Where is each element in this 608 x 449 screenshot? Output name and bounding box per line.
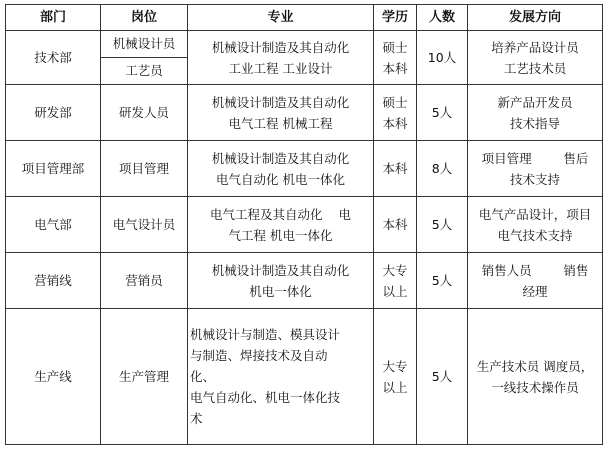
major-line: 电气工程 机械工程 xyxy=(228,115,333,131)
direction-line: 技术指导 xyxy=(509,115,560,131)
education-cell xyxy=(374,253,417,309)
dept-cell: 技术部 xyxy=(6,31,101,85)
education-line: 硕士 xyxy=(382,94,408,110)
education-cell xyxy=(374,85,417,141)
dept-cell: 生产线 xyxy=(6,309,101,445)
education-line: 本科 xyxy=(382,60,408,76)
direction-line: 销售人员 销售 xyxy=(481,262,589,278)
dept-cell: 电气部 xyxy=(6,197,101,253)
count-cell: 5人 xyxy=(417,197,468,253)
dept-cell: 营销线 xyxy=(6,253,101,309)
header-major: 专业 xyxy=(188,5,374,31)
table-row xyxy=(6,197,603,253)
count-cell: 8人 xyxy=(417,141,468,197)
education-line: 大专 xyxy=(382,358,408,374)
header-count: 人数 xyxy=(417,5,468,31)
direction-cell xyxy=(468,85,603,141)
position-cell: 电气设计员 xyxy=(101,197,188,253)
direction-line: 工艺技术员 xyxy=(503,60,567,76)
major-cell xyxy=(188,85,374,141)
direction-line: 技术支持 xyxy=(509,171,560,187)
direction-line: 生产技术员 调度员， xyxy=(476,358,594,374)
major-line: 机械设计与制造、模具设计 xyxy=(190,327,341,342)
education-cell xyxy=(374,309,417,445)
major-line: 机械设计制造及其自动化 xyxy=(211,39,350,55)
major-line: 电气自动化 机电一体化 xyxy=(216,171,345,187)
count-cell: 10人 xyxy=(417,31,468,85)
major-line: 机械设计制造及其自动化 xyxy=(211,94,350,110)
major-cell xyxy=(188,141,374,197)
education-cell xyxy=(374,31,417,85)
header-direction: 发展方向 xyxy=(468,5,603,31)
major-line: 机械设计制造及其自动化 xyxy=(211,150,350,166)
position-name: 机械设计员 xyxy=(101,31,187,58)
count-cell: 5人 xyxy=(417,85,468,141)
major-cell xyxy=(188,197,374,253)
header-row xyxy=(6,5,603,31)
education-line: 以上 xyxy=(382,379,408,395)
table-row xyxy=(6,309,603,445)
direction-line: 经理 xyxy=(522,283,548,299)
major-line: 与制造、焊接技术及自动 xyxy=(190,348,328,363)
direction-cell xyxy=(468,253,603,309)
education-line: 大专 xyxy=(382,262,408,278)
education-line: 以上 xyxy=(382,283,408,299)
education-line: 本科 xyxy=(382,115,408,131)
count-cell: 5人 xyxy=(417,309,468,445)
major-cell xyxy=(188,309,374,445)
position-name: 工艺员 xyxy=(125,63,163,78)
dept-cell: 项目管理部 xyxy=(6,141,101,197)
major-line: 机械设计制造及其自动化 xyxy=(211,262,350,278)
education-line: 硕士 xyxy=(382,39,408,55)
major-cell xyxy=(188,31,374,85)
position-cell: 生产管理 xyxy=(101,309,188,445)
education-cell: 本科 xyxy=(374,197,417,253)
direction-cell xyxy=(468,141,603,197)
major-cell xyxy=(188,253,374,309)
table-row xyxy=(6,253,603,309)
direction-line: 一线技术操作员 xyxy=(491,379,579,395)
position-cell xyxy=(101,31,188,85)
header-education: 学历 xyxy=(374,5,417,31)
direction-cell xyxy=(468,197,603,253)
major-line: 电气工程及其自动化 电 xyxy=(210,206,351,222)
direction-line: 新产品开发员 xyxy=(497,94,573,110)
dept-cell: 研发部 xyxy=(6,85,101,141)
direction-line: 电气技术支持 xyxy=(497,227,573,243)
position-cell: 项目管理 xyxy=(101,141,188,197)
direction-line: 项目管理 售后 xyxy=(481,150,589,166)
major-line: 机电一体化 xyxy=(249,283,312,299)
education-cell: 本科 xyxy=(374,141,417,197)
direction-cell xyxy=(468,309,603,445)
major-line: 电气自动化、机电一体化技 xyxy=(190,390,341,405)
table-row xyxy=(6,31,603,85)
direction-cell xyxy=(468,31,603,85)
recruitment-table xyxy=(5,4,603,445)
major-line: 工业工程 工业设计 xyxy=(228,60,333,76)
header-dept: 部门 xyxy=(6,5,101,31)
count-cell: 5人 xyxy=(417,253,468,309)
position-cell: 营销员 xyxy=(101,253,188,309)
header-position: 岗位 xyxy=(101,5,188,31)
direction-line: 培养产品设计员 xyxy=(491,39,579,55)
position-cell: 研发人员 xyxy=(101,85,188,141)
table-row xyxy=(6,85,603,141)
direction-line: 电气产品设计，项目 xyxy=(478,206,592,222)
table-row xyxy=(6,141,603,197)
major-line: 气工程 机电一体化 xyxy=(228,227,333,243)
major-line: 化、 xyxy=(190,369,216,384)
major-line: 术 xyxy=(190,411,203,426)
